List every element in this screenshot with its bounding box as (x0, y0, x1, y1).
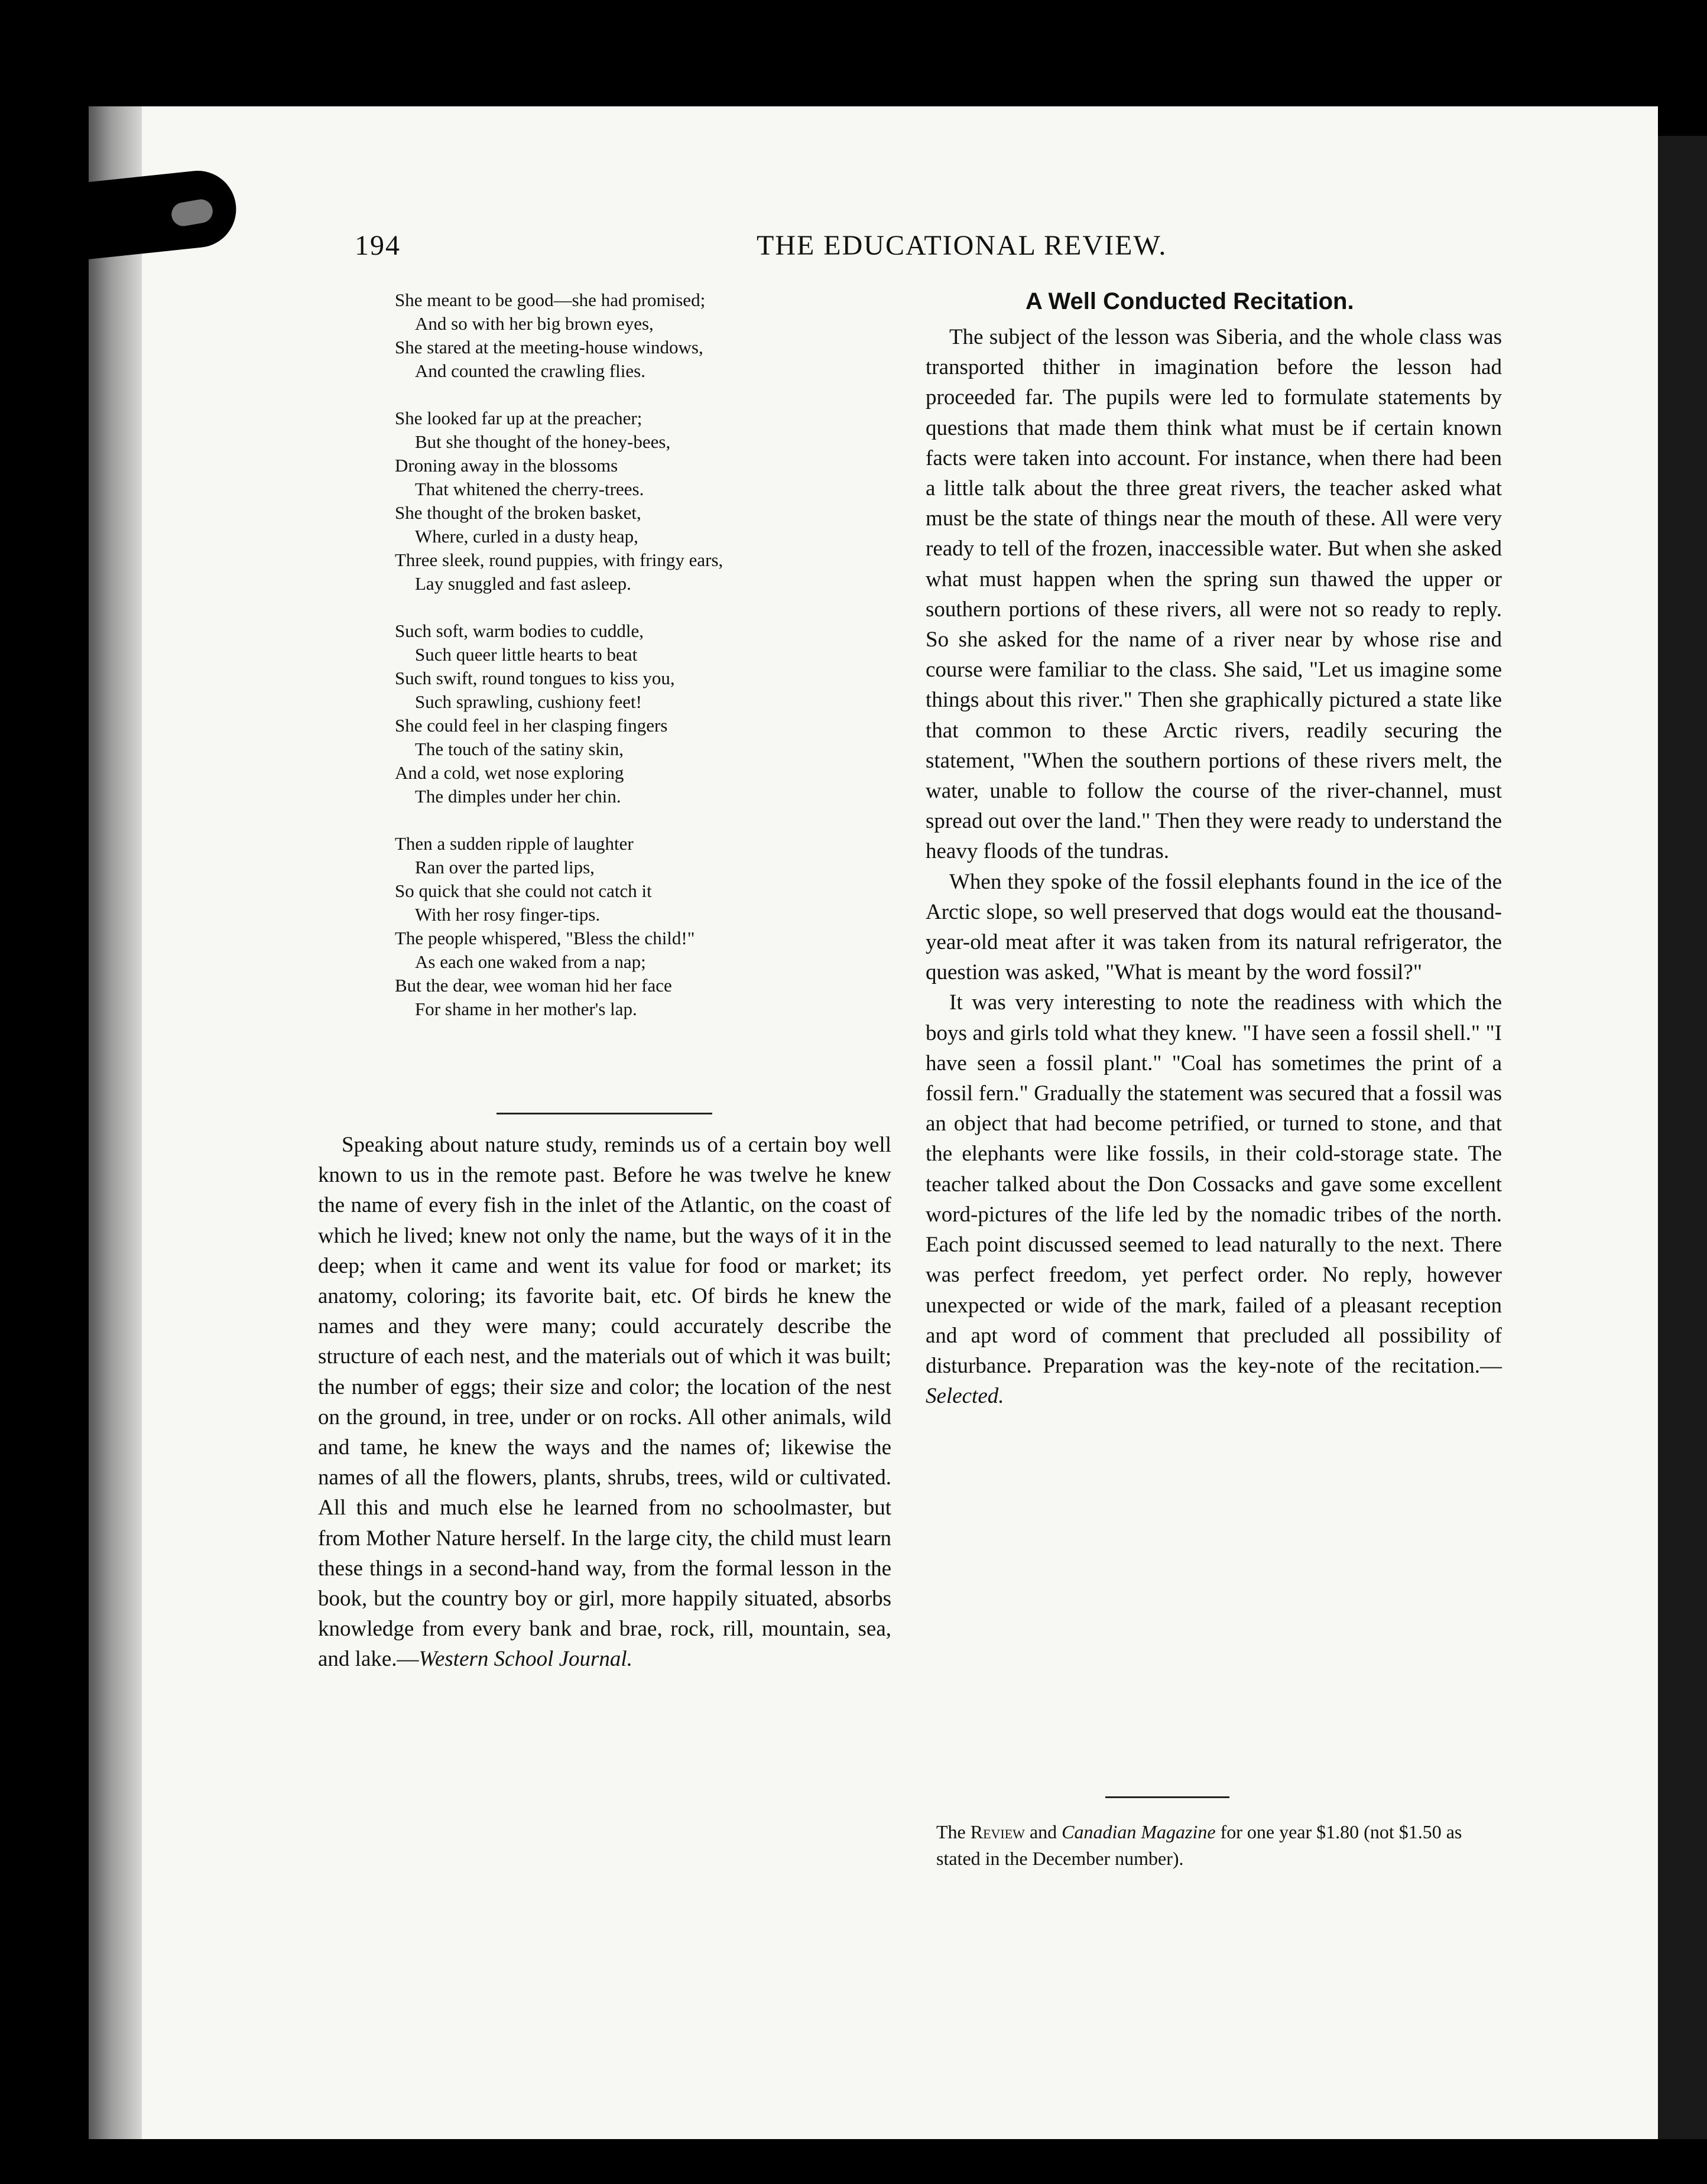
book-spine-shadow (89, 106, 142, 2139)
poem-line: As each one waked from a nap; (415, 951, 646, 972)
poem-line: With her rosy finger-tips. (415, 904, 601, 925)
poem-stanza (395, 288, 880, 383)
article-source: Selected. (926, 1384, 1004, 1409)
poem-line: Such swift, round tongues to kiss you, (395, 668, 675, 688)
poem-line: Ran over the parted lips, (415, 857, 595, 878)
notice-magazine: Canadian Magazine (1062, 1821, 1216, 1842)
poem-line: She stared at the meeting-house windows, (395, 337, 703, 358)
article-paragraph (926, 987, 1502, 1411)
poem-line: Such sprawling, cushiony feet! (415, 691, 642, 712)
poem-line: And counted the crawling flies. (415, 360, 645, 381)
nature-study-source: Western School Journal. (418, 1647, 632, 1672)
nature-study-paragraph (318, 1130, 891, 1675)
nature-study-text: Speaking about nature study, reminds us of a certain boy well known to us in the remote past. Before he was twelve he knew the name of every fish in the inlet of the Atlantic, on the coast of which he lived; knew not only the name, but the ways of it in the deep; when it came and went its value for food or market; its anatomy, coloring; its favorite bait, etc. Of birds he knew the names and they were many; could accurately describe the structure of each nest, and the materials out of which it was built; the number of eggs; their size and color; the location of the nest on the ground, in tree, under or on rocks. All other animals, wild and tame, he knew the ways and the names of; likewise the names of all the flowers, plants, shrubs, trees, wild or cultivated. All this and much else he learned from no schoolmaster, but from Mother Nature herself. In the large city, the child must learn these things in a second-hand way, from the formal lesson in the book, but the country boy or girl, more happily situated, absorbs knowledge from every bank and brae, rock, rill, mountain, sea, and lake.— (318, 1133, 891, 1672)
poem-line: So quick that she could not catch it (395, 880, 652, 901)
poem-line: Three sleek, round puppies, with fringy ears, (395, 550, 723, 570)
poem-stanza (395, 407, 880, 596)
poem-line: That whitened the cherry-trees. (415, 479, 644, 499)
poem-line: She looked far up at the preacher; (395, 408, 642, 428)
poem-line: But the dear, wee woman hid her face (395, 975, 672, 996)
article-paragraph: When they spoke of the fossil elephants found in the ice of the Arctic slope, so well preserved that dogs would eat the thousand-year-old meat after it was taken from its natural refrigerator, the question was asked, "What is meant by the word fossil?" (926, 869, 1502, 985)
poem-line: For shame in her mother's lap. (415, 999, 637, 1019)
notice-review: Review (970, 1821, 1025, 1842)
poem-line: Such queer little hearts to beat (415, 644, 638, 665)
nature-study-article (318, 1130, 891, 1675)
notice-divider (1105, 1796, 1229, 1798)
poem (395, 288, 880, 1045)
poem-line: Droning away in the blossoms (395, 455, 618, 476)
subscription-notice (936, 1819, 1492, 1872)
poem-line: She thought of the broken basket, (395, 502, 641, 523)
notice-text: The (936, 1821, 971, 1842)
recitation-article (926, 322, 1502, 1411)
page-number: 194 (355, 230, 401, 261)
poem-line: Such soft, warm bodies to cuddle, (395, 620, 644, 641)
poem-line: And so with her big brown eyes, (415, 313, 654, 334)
poem-line: But she thought of the honey-bees, (415, 431, 671, 452)
poem-line: Then a sudden ripple of laughter (395, 833, 634, 854)
poem-line: She could feel in her clasping fingers (395, 715, 668, 736)
article-title: A Well Conducted Recitation. (1026, 288, 1354, 314)
notice-text: and (1024, 1821, 1062, 1842)
article-paragraph: The subject of the lesson was Siberia, and the whole class was transported thither in imagination before the lesson had proceeded far. The pupils were led to formulate statements by questions that made them think what must be if certain known facts were taken into account. For instance, when there had been a little talk about the three great rivers, the teacher asked what must be the state of things near the mouth of these. All were very ready to tell of the frozen, inaccessible water. But when she asked what must happen when the spring sun thawed the upper or southern portions of these rivers, all were not so ready to reply. So she asked for the name of a river near by whose rise and course were familiar to the class. She said, "Let us imagine some things about this river." Then she graphically pictured a state like that common to these Arctic rivers, readily securing the statement, "When the southern portions of these rivers melt, the water, unable to follow the course of the river-channel, must spread out over the land." Then they were ready to understand the heavy floods of the tundras. (926, 325, 1502, 864)
journal-title: THE EDUCATIONAL REVIEW. (757, 230, 1167, 261)
section-divider (496, 1113, 712, 1114)
poem-line: She meant to be good—she had promised; (395, 290, 706, 310)
poem-line: Lay snuggled and fast asleep. (415, 573, 631, 594)
article-paragraph-text: It was very interesting to note the readiness with which the boys and girls told what they knew. "I have seen a fossil shell." "I have seen a fossil plant." "Coal has sometimes the print of a fossil fern." Gradually the statement was secured that a fossil was an object that had become petrified, or turned to stone, and that the elephants were like fossils, in their cold-storage state. The teacher talked about the Don Cossacks and gave some excellent word-pictures of the life led by the nomadic tribes of the north. Each point discussed seemed to lead naturally to the next. There was perfect freedom, yet perfect order. No reply, however unexpected or wide of the mark, failed of a pleasant reception and apt word of comment that precluded all possibility of disturbance. Preparation was the key-note of the recitation.— (926, 990, 1502, 1378)
page-edge-shadow (1658, 136, 1707, 2139)
notice-text: for one year $1.80 (not $1.50 as stated in the December number). (936, 1821, 1462, 1869)
poem-line: The dimples under her chin. (415, 786, 621, 807)
poem-line: The people whispered, "Bless the child!" (395, 928, 695, 948)
poem-line: The touch of the satiny skin, (415, 739, 624, 759)
poem-stanza (395, 619, 880, 808)
poem-line: Where, curled in a dusty heap, (415, 526, 638, 547)
poem-line: And a cold, wet nose exploring (395, 762, 624, 783)
poem-stanza (395, 832, 880, 1021)
